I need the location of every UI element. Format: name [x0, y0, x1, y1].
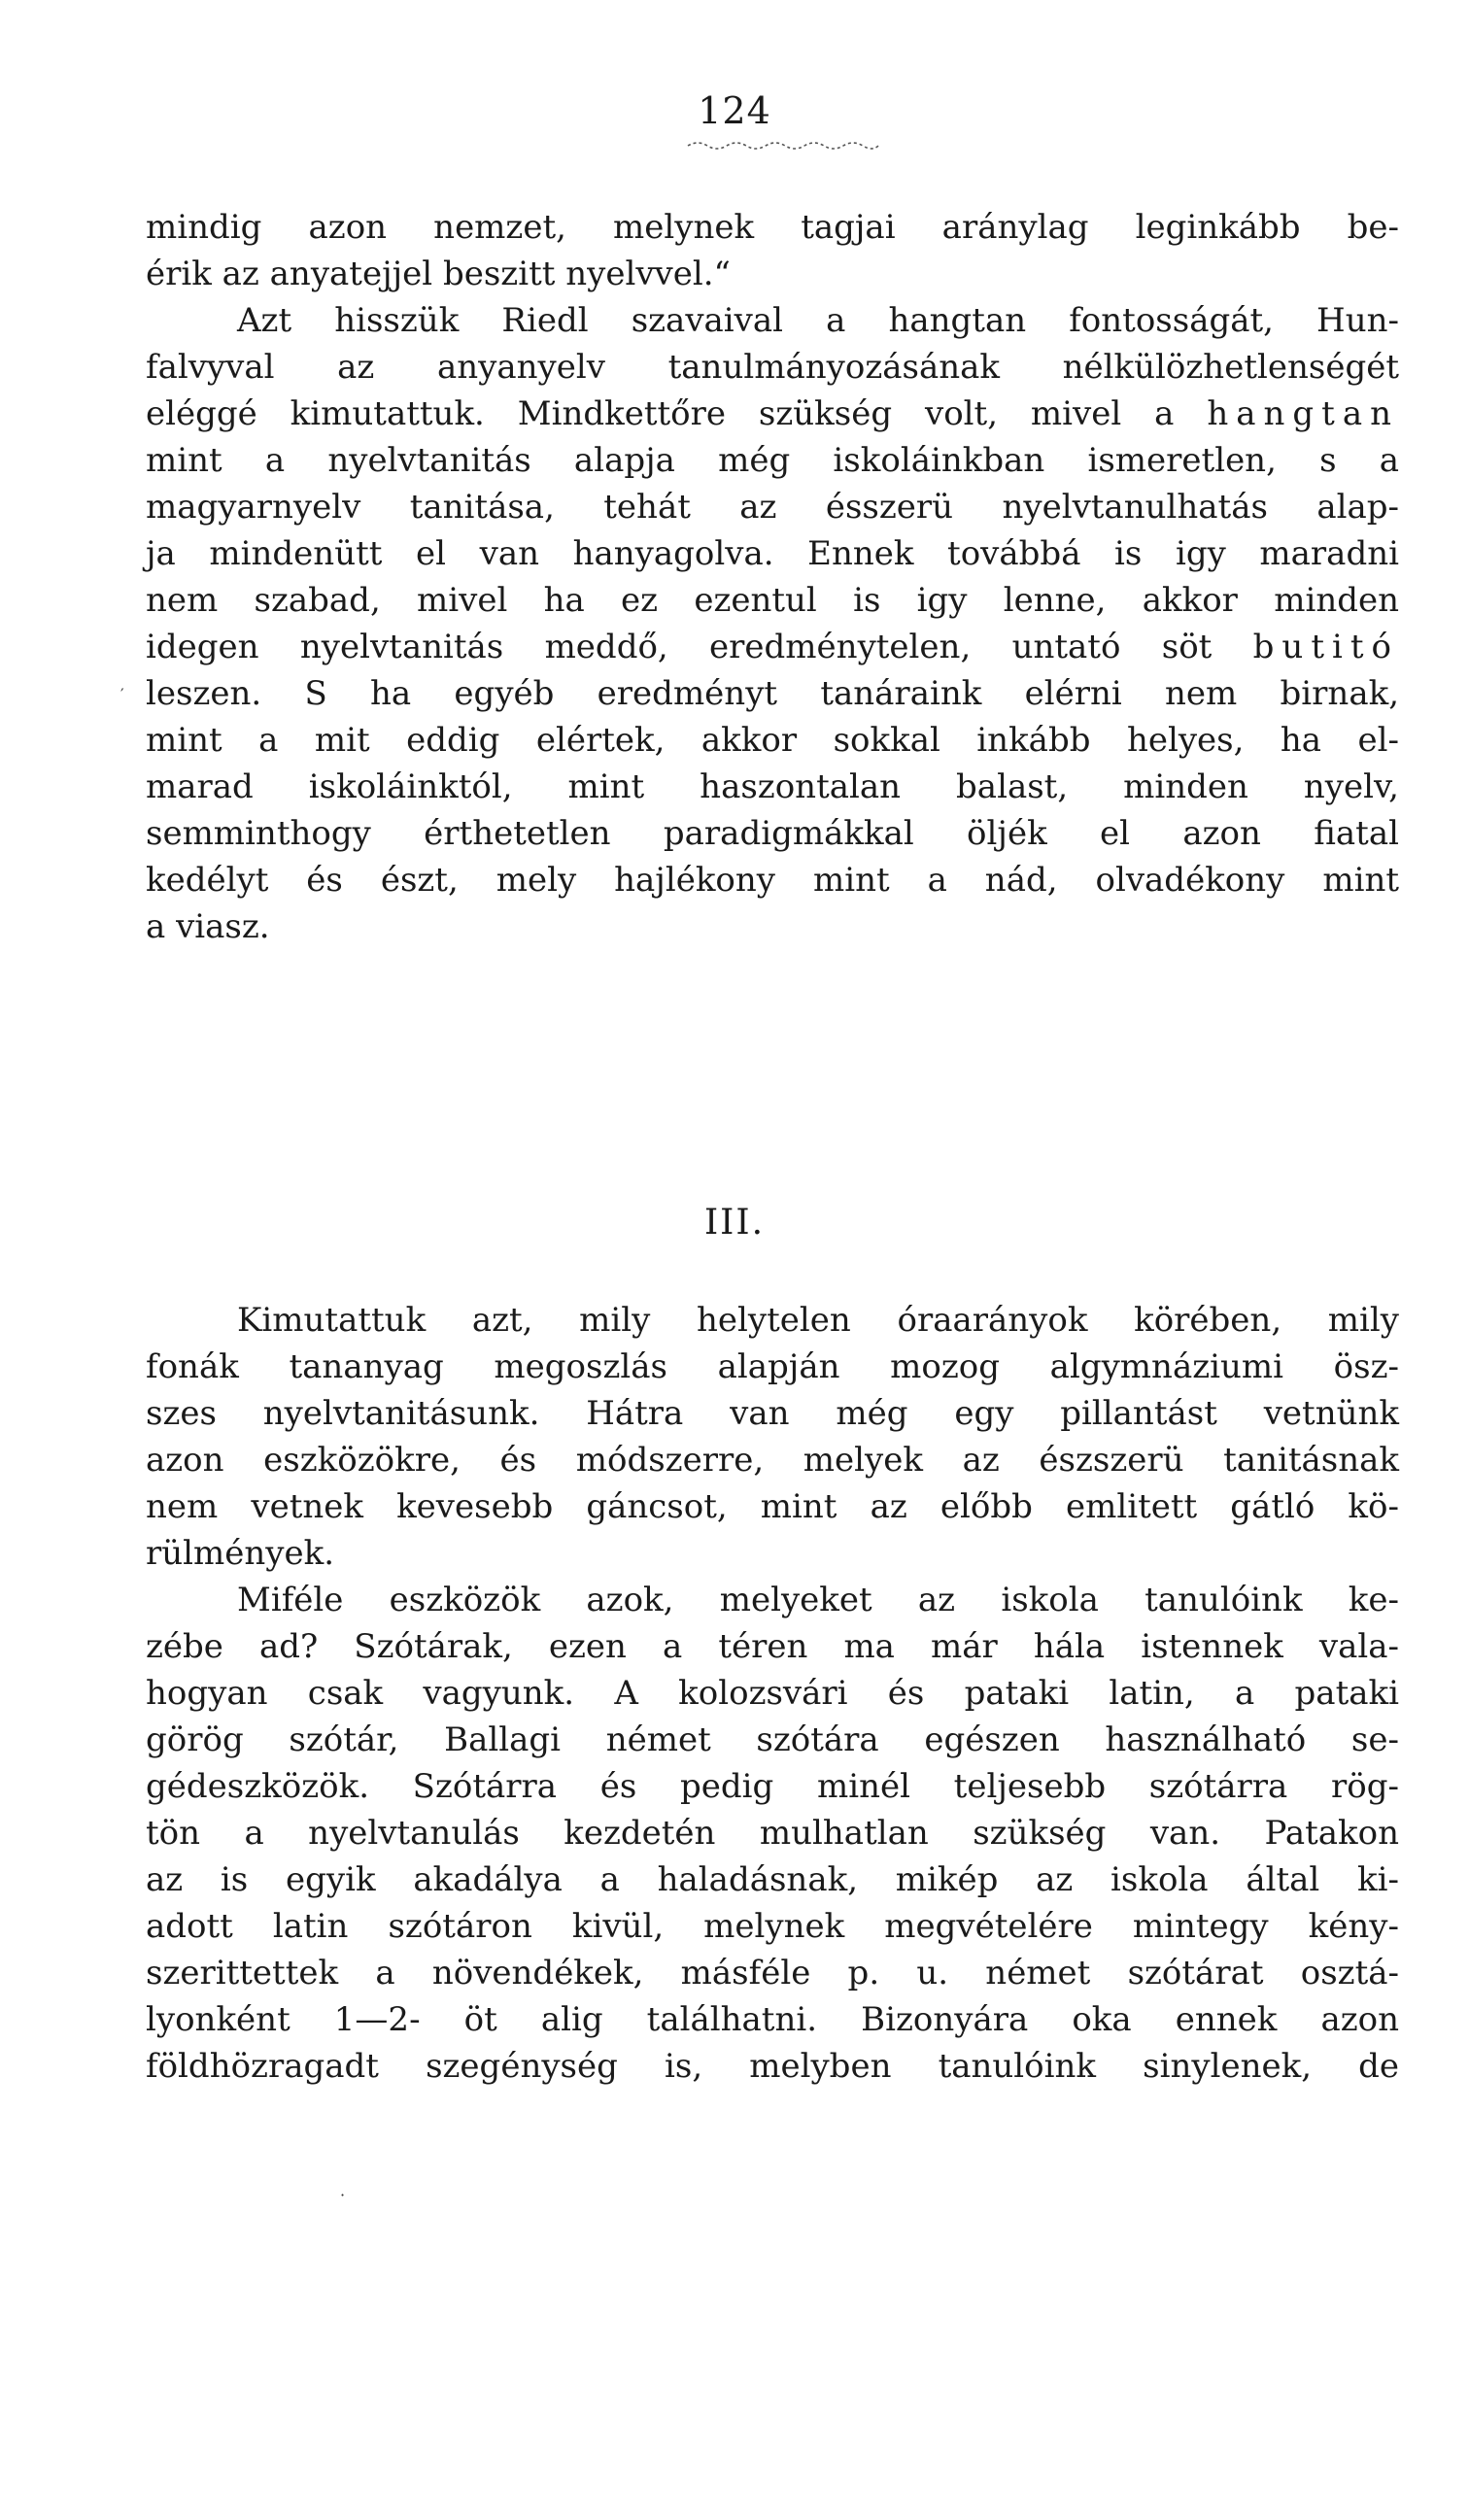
text-line: mint a mit eddig elértek, akkor sokkal inkább helyes, ha el- — [146, 721, 1399, 760]
text-line: falvyval az anyanyelv tanulmányozásának nélkülözhetlenségét — [146, 348, 1399, 387]
text-line: mint a nyelvtanitás alapja még iskoláinkban ismeretlen, s a — [146, 441, 1399, 480]
text-line: marad iskoláinktól, mint haszontalan balast, minden nyelv, — [146, 767, 1399, 806]
emphasized-word: hangtan — [1207, 394, 1399, 433]
text-line: földhözragadt szegénység is, melyben tanulóink sinylenek, de — [146, 2047, 1399, 2086]
paragraph-1 — [146, 204, 1399, 950]
paragraph-3 — [146, 1577, 1399, 2090]
text-line — [146, 624, 1399, 670]
text-line: kedélyt és észt, mely hajlékony mint a nád, olvadékony mint — [146, 861, 1399, 900]
text-line: zébe ad? Szótárak, ezen a téren ma már hála istennek vala- — [146, 1627, 1399, 1666]
page-number: 124 — [698, 89, 771, 132]
text-line: az is egyik akadálya a haladásnak, mikép az iskola által ki- — [146, 1860, 1399, 1899]
text-line: Miféle eszközök azok, melyeket az iskola tanulóink ke- — [237, 1581, 1399, 1619]
text-line: leszen. S ha egyéb eredményt tanáraink elérni nem birnak, — [146, 674, 1399, 713]
text-line: nem szabad, mivel ha ez ezentul is igy lenne, akkor minden — [146, 581, 1399, 620]
emphasized-word: butitó — [1252, 628, 1399, 666]
text-line: fonák tananyag megoszlás alapján mozog algymnáziumi ösz- — [146, 1347, 1399, 1386]
text-fragment: eléggé kimutattuk. Mindkettőre szükség volt, mivel a — [146, 394, 1175, 433]
section-heading: III. — [703, 1203, 766, 1243]
text-line: görög szótár, Ballagi német szótára egészen használható se- — [146, 1720, 1399, 1759]
text-line: mindig azon nemzet, melynek tagjai aránylag leginkább be- — [146, 208, 1399, 247]
text-line: Azt hisszük Riedl szavaival a hangtan fontosságát, Hun- — [237, 301, 1399, 340]
text-line — [146, 391, 1399, 437]
print-speck: · — [340, 2186, 346, 2204]
text-line: azon eszközökre, és módszerre, melyek az észszerü tanitásnak — [146, 1441, 1399, 1480]
text-line: szerittettek a növendékek, másféle p. u. német szótárat osztá- — [146, 1954, 1399, 1992]
text-line: nem vetnek kevesebb gáncsot, mint az előbb emlitett gátló kö- — [146, 1487, 1399, 1526]
text-line: érik az anyatejjel beszitt nyelvvel.“ — [146, 255, 731, 293]
text-line: magyarnyelv tanitása, tehát az ésszerü nyelvtanulhatás alap- — [146, 488, 1399, 527]
text-line: szes nyelvtanitásunk. Hátra van még egy pillantást vetnünk — [146, 1394, 1399, 1433]
margin-mark: ′ — [120, 685, 124, 703]
paragraph-2 — [146, 1297, 1399, 1577]
text-line: rülmények. — [146, 1534, 335, 1573]
text-line: gédeszközök. Szótárra és pedig minél teljesebb szótárra rög- — [146, 1767, 1399, 1806]
text-line: adott latin szótáron kivül, melynek megvételére mintegy kény- — [146, 1907, 1399, 1946]
text-line: tön a nyelvtanulás kezdetén mulhatlan szükség van. Patakon — [146, 1814, 1399, 1853]
text-line: a viasz. — [146, 907, 270, 946]
text-line: hogyan csak vagyunk. A kolozsvári és pataki latin, a pataki — [146, 1674, 1399, 1713]
text-line: semminthogy érthetetlen paradigmákkal öljék el azon fiatal — [146, 814, 1399, 853]
text-line: lyonként 1—2- öt alig találhatni. Bizonyára oka ennek azon — [146, 2000, 1399, 2039]
page-number-ornament — [686, 138, 880, 153]
text-line: ja mindenütt el van hanyagolva. Ennek továbbá is igy maradni — [146, 534, 1399, 573]
text-fragment: idegen nyelvtanitás meddő, eredménytelen, untató söt — [146, 628, 1213, 666]
text-line: Kimutattuk azt, mily helytelen óraarányok körében, mily — [237, 1301, 1399, 1340]
